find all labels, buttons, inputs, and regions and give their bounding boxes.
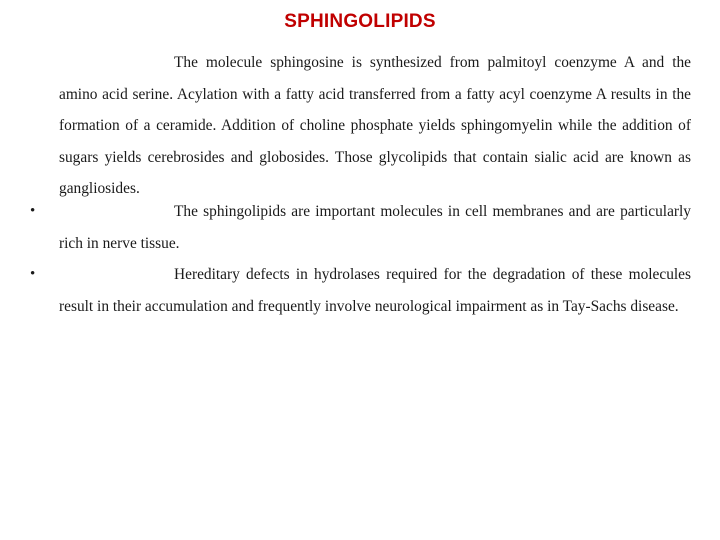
paragraph-sphingosine-synthesis: The molecule sphingosine is synthesized from palmitoyl coenzyme A and the amino acid serine. Acylation with a fatty acid transferred from a fatty acyl coenzyme A results in the formation of a ceramide. Addition of choline phosphate yields sphingomyelin while the addition of sugars yields cerebrosides and globosides. Those glycolipids that contain sialic acid are known as gangliosides. (59, 54, 691, 198)
paragraph-cell-membranes: The sphingolipids are important molecules in cell membranes and are particularly rich in nerve tissue. (59, 203, 691, 252)
bullet-marker: • (30, 203, 36, 219)
paragraph-hereditary-defects: Hereditary defects in hydrolases required for the degradation of these molecules result in their accumulation and frequently involve neurological impairment as in Tay-Sachs disease. (59, 266, 691, 315)
bullet-marker: • (30, 266, 36, 282)
slide-title: SPHINGOLIPIDS (284, 11, 436, 32)
